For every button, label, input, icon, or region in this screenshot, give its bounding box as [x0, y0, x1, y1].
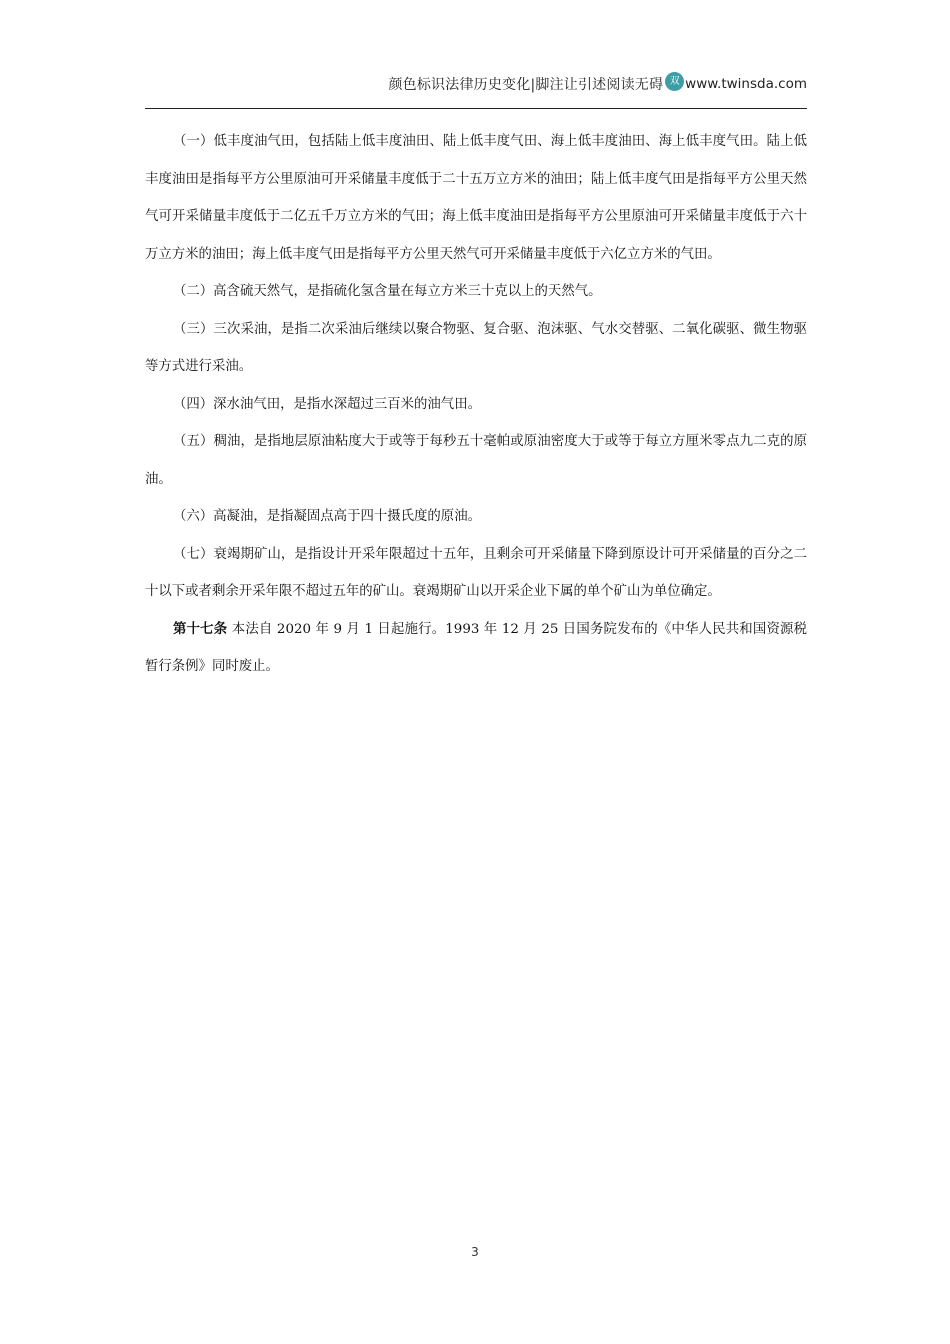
page-header: [145, 72, 807, 96]
header-site-link[interactable]: www.twinsda.com: [685, 76, 807, 92]
document-body: [145, 123, 807, 686]
article-17-text: 本法自 2020 年 9 月 1 日起施行。1993 年 12 月 25 日国务院发布的《中华人民共和国资源税暂行条例》同时废止。: [145, 621, 807, 674]
twinsda-logo-icon: 双: [665, 72, 684, 91]
paragraph-item-1: （一）低丰度油气田，包括陆上低丰度油田、陆上低丰度气田、海上低丰度油田、海上低丰度气田。陆上低丰度油田是指每平方公里原油可开采储量丰度低于二十五万立方米的油田；陆上低丰度气田是指每平方公里天然气可开采储量丰度低于二亿五千万立方米的气田；海上低丰度油田是指每平方公里原油可开采储量丰度低于六十万立方米的油田；海上低丰度气田是指每平方公里天然气可开采储量丰度低于六亿立方米的气田。: [145, 134, 807, 262]
paragraph-item-6: （六）高凝油，是指凝固点高于四十摄氏度的原油。: [173, 509, 481, 524]
paragraph-item-2: （二）高含硫天然气，是指硫化氢含量在每立方米三十克以上的天然气。: [173, 284, 602, 299]
header-title: 颜色标识法律历史变化|脚注让引述阅读无碍: [388, 77, 664, 93]
paragraph-item-5: （五）稠油，是指地层原油粘度大于或等于每秒五十毫帕或原油密度大于或等于每立方厘米零点九二克的原油。: [145, 434, 807, 487]
article-17: [145, 611, 807, 686]
article-17-label: 第十七条: [173, 620, 228, 637]
paragraph-item-7: （七）衰竭期矿山，是指设计开采年限超过十五年，且剩余可开采储量下降到原设计可开采储量的百分之二十以下或者剩余开采年限不超过五年的矿山。衰竭期矿山以开采企业下属的单个矿山为单位确定。: [145, 546, 807, 599]
paragraph-item-3: （三）三次采油，是指二次采油后继续以聚合物驱、复合驱、泡沫驱、气水交替驱、二氧化碳驱、微生物驱等方式进行采油。: [145, 321, 807, 374]
paragraph-item-4: （四）深水油气田，是指水深超过三百米的油气田。: [173, 396, 481, 412]
page-number: 3: [471, 1245, 479, 1259]
header-divider: [145, 108, 807, 109]
